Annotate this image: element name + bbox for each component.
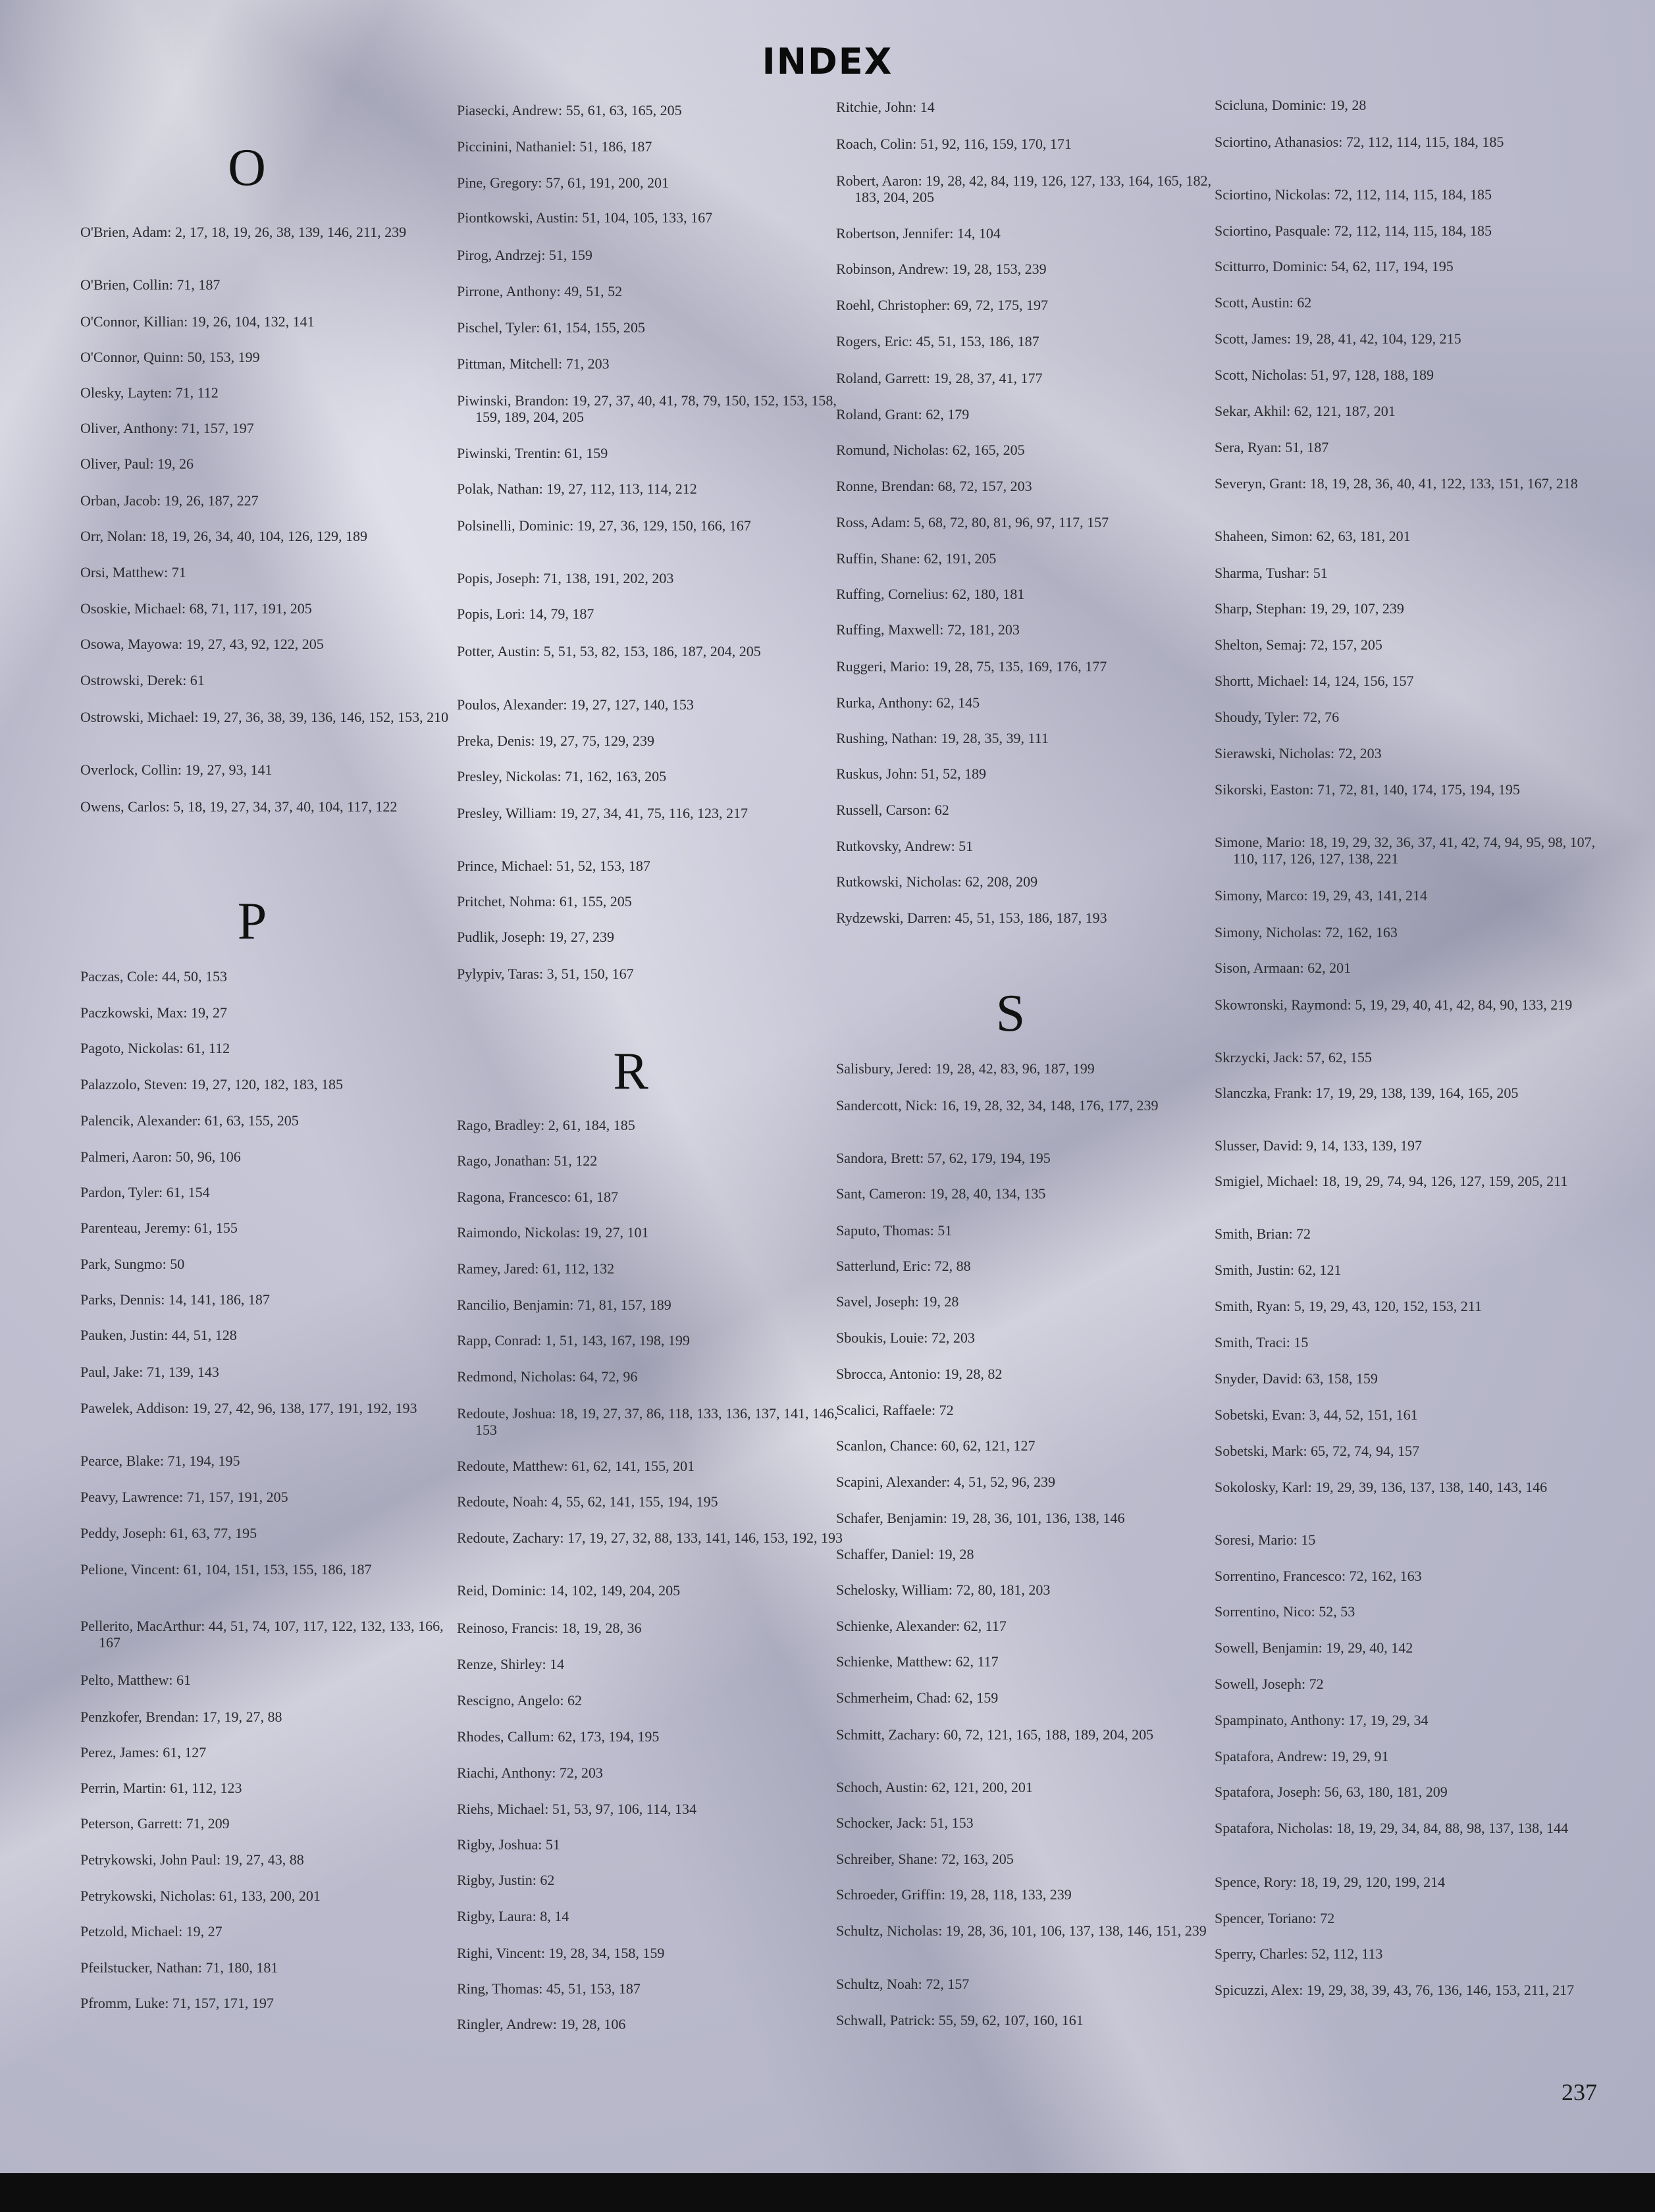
index-entry: Peddy, Joseph: 61, 63, 77, 195 <box>80 1525 257 1541</box>
index-entry: Parks, Dennis: 14, 141, 186, 187 <box>80 1291 270 1308</box>
index-entry: Oliver, Anthony: 71, 157, 197 <box>80 420 254 436</box>
index-entry: Renze, Shirley: 14 <box>457 1656 565 1672</box>
index-entry: Pelione, Vincent: 61, 104, 151, 153, 155, 186, 187 <box>80 1561 372 1578</box>
index-entry: Shoudy, Tyler: 72, 76 <box>1215 709 1340 725</box>
index-entry: Pine, Gregory: 57, 61, 191, 200, 201 <box>457 174 670 191</box>
index-entry: Pritchet, Nohma: 61, 155, 205 <box>457 893 632 910</box>
index-entry: Schoch, Austin: 62, 121, 200, 201 <box>836 1779 1033 1795</box>
index-entry: Sekar, Akhil: 62, 121, 187, 201 <box>1215 403 1396 419</box>
index-entry: Popis, Lori: 14, 79, 187 <box>457 605 594 622</box>
index-entry: Pittman, Mitchell: 71, 203 <box>457 355 610 372</box>
index-entry: Presley, Nickolas: 71, 162, 163, 205 <box>457 768 667 784</box>
index-entry: Reid, Dominic: 14, 102, 149, 204, 205 <box>457 1582 681 1599</box>
index-entry: Smith, Traci: 15 <box>1215 1334 1309 1350</box>
index-entry: Potter, Austin: 5, 51, 53, 82, 153, 186, 187, 204, 205 <box>457 643 761 659</box>
index-entry: Pagoto, Nickolas: 61, 112 <box>80 1040 230 1056</box>
index-entry: Robertson, Jennifer: 14, 104 <box>836 225 1001 242</box>
index-entry: Ostrowski, Derek: 61 <box>80 672 205 688</box>
index-entry: Roach, Colin: 51, 92, 116, 159, 170, 171 <box>836 136 1072 152</box>
index-entry: Ruggeri, Mario: 19, 28, 75, 135, 169, 176, 177 <box>836 658 1107 675</box>
index-entry: Rago, Bradley: 2, 61, 184, 185 <box>457 1117 635 1133</box>
index-entry: Severyn, Grant: 18, 19, 28, 36, 40, 41, 122, 133, 151, 167, 218 <box>1215 475 1578 492</box>
index-entry: Reinoso, Francis: 18, 19, 28, 36 <box>457 1620 642 1636</box>
index-entry: Sharp, Stephan: 19, 29, 107, 239 <box>1215 600 1404 617</box>
index-entry: Roehl, Christopher: 69, 72, 175, 197 <box>836 297 1049 313</box>
index-entry: Rapp, Conrad: 1, 51, 143, 167, 198, 199 <box>457 1332 690 1349</box>
index-entry: Spatafora, Andrew: 19, 29, 91 <box>1215 1748 1389 1764</box>
index-entry: Spence, Rory: 18, 19, 29, 120, 199, 214 <box>1215 1874 1446 1890</box>
index-entry: Preka, Denis: 19, 27, 75, 129, 239 <box>457 733 655 749</box>
index-entry: Slusser, David: 9, 14, 133, 139, 197 <box>1215 1137 1423 1154</box>
index-entry: Ruffing, Cornelius: 62, 180, 181 <box>836 586 1025 602</box>
index-entry: Roland, Garrett: 19, 28, 37, 41, 177 <box>836 370 1043 386</box>
index-entry: Peavy, Lawrence: 71, 157, 191, 205 <box>80 1489 288 1505</box>
index-entry: Robinson, Andrew: 19, 28, 153, 239 <box>836 261 1047 277</box>
section-letter-r: R <box>613 1042 648 1100</box>
index-entry: Presley, William: 19, 27, 34, 41, 75, 116, 123, 217 <box>457 805 748 821</box>
index-entry: Piontkowski, Austin: 51, 104, 105, 133, 167 <box>457 209 713 226</box>
index-entry: Schreiber, Shane: 72, 163, 205 <box>836 1851 1014 1867</box>
index-entry: Ragona, Francesco: 61, 187 <box>457 1189 618 1205</box>
index-entry: Schwall, Patrick: 55, 59, 62, 107, 160, 161 <box>836 2012 1084 2028</box>
index-entry: Rigby, Justin: 62 <box>457 1872 555 1888</box>
index-entry: Rigby, Joshua: 51 <box>457 1836 560 1853</box>
index-entry: Scott, Nicholas: 51, 97, 128, 188, 189 <box>1215 367 1434 383</box>
index-entry: Sandercott, Nick: 16, 19, 28, 32, 34, 148, 176, 177, 239 <box>836 1097 1159 1114</box>
index-entry: Sant, Cameron: 19, 28, 40, 134, 135 <box>836 1185 1046 1202</box>
index-entry: Ostrowski, Michael: 19, 27, 36, 38, 39, 136, 146, 152, 153, 210 <box>80 709 449 725</box>
index-entry: Shelton, Semaj: 72, 157, 205 <box>1215 636 1382 653</box>
index-entry: Piccinini, Nathaniel: 51, 186, 187 <box>457 138 652 155</box>
index-entry: Ososkie, Michael: 68, 71, 117, 191, 205 <box>80 600 312 617</box>
index-entry: Pfeilstucker, Nathan: 71, 180, 181 <box>80 1959 278 1976</box>
index-entry: Rescigno, Angelo: 62 <box>457 1692 583 1709</box>
index-entry: Rancilio, Benjamin: 71, 81, 157, 189 <box>457 1297 671 1313</box>
index-entry: Russell, Carson: 62 <box>836 802 949 818</box>
index-entry: Oliver, Paul: 19, 26 <box>80 455 194 472</box>
index-entry: Sorrentino, Nico: 52, 53 <box>1215 1603 1355 1620</box>
index-entry: Sokolosky, Karl: 19, 29, 39, 136, 137, 138, 140, 143, 146 <box>1215 1479 1548 1495</box>
index-entry: Spampinato, Anthony: 17, 19, 29, 34 <box>1215 1712 1429 1728</box>
index-entry: Scanlon, Chance: 60, 62, 121, 127 <box>836 1437 1036 1454</box>
index-entry: Roland, Grant: 62, 179 <box>836 406 970 423</box>
index-entry: Scalici, Raffaele: 72 <box>836 1402 954 1418</box>
index-entry: O'Brien, Adam: 2, 17, 18, 19, 26, 38, 139, 146, 211, 239 <box>80 224 407 240</box>
index-entry: Ruffing, Maxwell: 72, 181, 203 <box>836 621 1020 638</box>
index-entry: Skowronski, Raymond: 5, 19, 29, 40, 41, 42, 84, 90, 133, 219 <box>1215 996 1573 1013</box>
index-entry: Perez, James: 61, 127 <box>80 1744 207 1761</box>
index-entry: Pfromm, Luke: 71, 157, 171, 197 <box>80 1995 274 2011</box>
index-entry: Orban, Jacob: 19, 26, 187, 227 <box>80 492 259 509</box>
index-entry: Salisbury, Jered: 19, 28, 42, 83, 96, 187, 199 <box>836 1060 1095 1077</box>
index-entry: Schelosky, William: 72, 80, 181, 203 <box>836 1582 1051 1598</box>
index-entry: Peterson, Garrett: 71, 209 <box>80 1815 230 1832</box>
index-entry: Perrin, Martin: 61, 112, 123 <box>80 1780 242 1796</box>
index-entry: Rushing, Nathan: 19, 28, 35, 39, 111 <box>836 730 1049 746</box>
index-entry: Pylypiv, Taras: 3, 51, 150, 167 <box>457 965 634 982</box>
index-entry: Sciortino, Athanasios: 72, 112, 114, 115, 184, 185 <box>1215 134 1504 150</box>
index-entry: Paczkowski, Max: 19, 27 <box>80 1004 228 1021</box>
index-entry: Sharma, Tushar: 51 <box>1215 565 1328 581</box>
page-number: 237 <box>1562 2079 1597 2105</box>
index-entry: Rutkowski, Nicholas: 62, 208, 209 <box>836 873 1038 890</box>
index-entry: Skrzycki, Jack: 57, 62, 155 <box>1215 1049 1372 1066</box>
index-entry: Piwinski, Brandon: 19, 27, 37, 40, 41, 78, 79, 150, 152, 153, 158, 159, 189, 204, 205 <box>457 392 837 425</box>
index-entry: Olesky, Layten: 71, 112 <box>80 384 219 401</box>
index-entry: Sorrentino, Francesco: 72, 162, 163 <box>1215 1568 1422 1584</box>
index-entry: Sandora, Brett: 57, 62, 179, 194, 195 <box>836 1150 1051 1166</box>
index-entry: Sperry, Charles: 52, 112, 113 <box>1215 1945 1383 1962</box>
index-entry: Ronne, Brendan: 68, 72, 157, 203 <box>836 478 1032 494</box>
index-entry: Piwinski, Trentin: 61, 159 <box>457 445 608 461</box>
index-entry: Rydzewski, Darren: 45, 51, 153, 186, 187, 193 <box>836 910 1107 926</box>
index-entry: Savel, Joseph: 19, 28 <box>836 1293 959 1310</box>
index-entry: Pirog, Andrzej: 51, 159 <box>457 247 592 263</box>
index-entry: Petrykowski, Nicholas: 61, 133, 200, 201 <box>80 1888 321 1904</box>
section-letter-p: P <box>237 892 267 950</box>
index-entry: Pardon, Tyler: 61, 154 <box>80 1184 210 1200</box>
index-entry: Simony, Marco: 19, 29, 43, 141, 214 <box>1215 887 1428 904</box>
index-entry: Schienke, Matthew: 62, 117 <box>836 1653 999 1670</box>
index-entry: Sciortino, Nickolas: 72, 112, 114, 115, 184, 185 <box>1215 186 1492 203</box>
index-entry: Palmeri, Aaron: 50, 96, 106 <box>80 1148 241 1165</box>
index-entry: Sierawski, Nicholas: 72, 203 <box>1215 745 1382 761</box>
index-entry: Sowell, Benjamin: 19, 29, 40, 142 <box>1215 1639 1413 1656</box>
index-entry: Schienke, Alexander: 62, 117 <box>836 1618 1007 1634</box>
index-entry: Smith, Brian: 72 <box>1215 1225 1311 1242</box>
section-letter-s: S <box>995 985 1026 1042</box>
index-entry: Polsinelli, Dominic: 19, 27, 36, 129, 150, 166, 167 <box>457 517 751 534</box>
index-entry: Prince, Michael: 51, 52, 153, 187 <box>457 858 650 874</box>
index-entry: Orsi, Matthew: 71 <box>80 564 186 580</box>
index-entry: Riachi, Anthony: 72, 203 <box>457 1764 603 1781</box>
index-entry: Sciortino, Pasquale: 72, 112, 114, 115, 184, 185 <box>1215 222 1492 239</box>
index-entry: Shortt, Michael: 14, 124, 156, 157 <box>1215 673 1414 689</box>
index-entry: Pudlik, Joseph: 19, 27, 239 <box>457 929 614 945</box>
index-entry: Pearce, Blake: 71, 194, 195 <box>80 1453 240 1469</box>
index-entry: Scicluna, Dominic: 19, 28 <box>1215 97 1367 113</box>
index-entry: Parenteau, Jeremy: 61, 155 <box>80 1220 238 1236</box>
index-entry: Righi, Vincent: 19, 28, 34, 158, 159 <box>457 1945 665 1961</box>
index-entry: Petrykowski, John Paul: 19, 27, 43, 88 <box>80 1851 304 1868</box>
index-entry: O'Brien, Collin: 71, 187 <box>80 276 221 293</box>
index-entry: Sikorski, Easton: 71, 72, 81, 140, 174, 175, 194, 195 <box>1215 781 1520 798</box>
index-entry: Schafer, Benjamin: 19, 28, 36, 101, 136, 138, 146 <box>836 1510 1125 1526</box>
index-entry: Polak, Nathan: 19, 27, 112, 113, 114, 212 <box>457 480 697 497</box>
index-entry: Penzkofer, Brendan: 17, 19, 27, 88 <box>80 1709 282 1725</box>
index-entry: Scott, Austin: 62 <box>1215 294 1312 311</box>
index-entry: Pelto, Matthew: 61 <box>80 1672 192 1688</box>
index-entry: O'Connor, Killian: 19, 26, 104, 132, 141 <box>80 313 315 330</box>
index-entry: Rogers, Eric: 45, 51, 153, 186, 187 <box>836 333 1039 349</box>
index-entry: Snyder, David: 63, 158, 159 <box>1215 1370 1378 1387</box>
index-entry: Pawelek, Addison: 19, 27, 42, 96, 138, 177, 191, 192, 193 <box>80 1400 417 1416</box>
index-entry: Rhodes, Callum: 62, 173, 194, 195 <box>457 1728 660 1745</box>
index-entry: Schmitt, Zachary: 60, 72, 121, 165, 188, 189, 204, 205 <box>836 1726 1154 1743</box>
index-entry: Poulos, Alexander: 19, 27, 127, 140, 153 <box>457 696 694 713</box>
index-entry: Scapini, Alexander: 4, 51, 52, 96, 239 <box>836 1474 1056 1490</box>
index-entry: Sison, Armaan: 62, 201 <box>1215 960 1352 976</box>
index-entry: Sobetski, Mark: 65, 72, 74, 94, 157 <box>1215 1443 1420 1459</box>
index-entry: Schultz, Nicholas: 19, 28, 36, 101, 106, 137, 138, 146, 151, 239 <box>836 1922 1207 1939</box>
index-entry: Pischel, Tyler: 61, 154, 155, 205 <box>457 319 645 336</box>
index-entry: Schroeder, Griffin: 19, 28, 118, 133, 239 <box>836 1886 1072 1903</box>
index-entry: Ritchie, John: 14 <box>836 99 935 115</box>
index-entry: Redoute, Matthew: 61, 62, 141, 155, 201 <box>457 1458 695 1474</box>
index-entry: Robert, Aaron: 19, 28, 42, 84, 119, 126, 127, 133, 164, 165, 182, 183, 204, 205 <box>836 172 1211 205</box>
index-entry: Orr, Nolan: 18, 19, 26, 34, 40, 104, 126, 129, 189 <box>80 528 368 544</box>
index-entry: Pellerito, MacArthur: 44, 51, 74, 107, 117, 122, 132, 133, 166, 167 <box>80 1618 444 1651</box>
index-entry: Redoute, Zachary: 17, 19, 27, 32, 88, 133, 141, 146, 153, 192, 193 <box>457 1530 843 1546</box>
index-entry: Palencik, Alexander: 61, 63, 155, 205 <box>80 1112 299 1129</box>
index-entry: Ruskus, John: 51, 52, 189 <box>836 765 986 782</box>
index-entry: Ringler, Andrew: 19, 28, 106 <box>457 2016 626 2032</box>
index-entry: Park, Sungmo: 50 <box>80 1256 185 1272</box>
section-letter-o: O <box>228 139 266 197</box>
index-entry: Ring, Thomas: 45, 51, 153, 187 <box>457 1980 641 1997</box>
index-entry: Spatafora, Nicholas: 18, 19, 29, 34, 84, 88, 98, 137, 138, 144 <box>1215 1820 1569 1836</box>
index-entry: Schmerheim, Chad: 62, 159 <box>836 1689 999 1706</box>
index-entry: Shaheen, Simon: 62, 63, 181, 201 <box>1215 528 1411 544</box>
index-entry: Petzold, Michael: 19, 27 <box>80 1923 223 1940</box>
index-entry: Sera, Ryan: 51, 187 <box>1215 439 1329 455</box>
index-entry: Rigby, Laura: 8, 14 <box>457 1908 569 1924</box>
index-entry: O'Connor, Quinn: 50, 153, 199 <box>80 349 260 365</box>
index-entry: Redoute, Noah: 4, 55, 62, 141, 155, 194, 195 <box>457 1493 718 1510</box>
index-entry: Sboukis, Louie: 72, 203 <box>836 1329 975 1346</box>
index-entry: Slanczka, Frank: 17, 19, 29, 138, 139, 164, 165, 205 <box>1215 1085 1519 1101</box>
index-entry: Owens, Carlos: 5, 18, 19, 27, 34, 37, 40, 104, 117, 122 <box>80 798 398 815</box>
index-entry: Rurka, Anthony: 62, 145 <box>836 694 980 711</box>
index-entry: Saputo, Thomas: 51 <box>836 1222 953 1239</box>
index-entry: Redmond, Nicholas: 64, 72, 96 <box>457 1368 638 1385</box>
index-entry: Rago, Jonathan: 51, 122 <box>457 1152 598 1169</box>
index-entry: Schocker, Jack: 51, 153 <box>836 1814 974 1831</box>
index-entry: Spencer, Toriano: 72 <box>1215 1910 1335 1926</box>
index-entry: Overlock, Collin: 19, 27, 93, 141 <box>80 761 273 778</box>
index-entry: Riehs, Michael: 51, 53, 97, 106, 114, 134 <box>457 1801 696 1817</box>
index-entry: Ross, Adam: 5, 68, 72, 80, 81, 96, 97, 117, 157 <box>836 514 1109 530</box>
index-entry: Smith, Ryan: 5, 19, 29, 43, 120, 152, 153, 211 <box>1215 1298 1482 1314</box>
page-title: INDEX <box>762 41 893 82</box>
index-entry: Palazzolo, Steven: 19, 27, 120, 182, 183, 185 <box>80 1076 344 1093</box>
index-entry: Popis, Joseph: 71, 138, 191, 202, 203 <box>457 570 674 586</box>
index-entry: Smigiel, Michael: 18, 19, 29, 74, 94, 126, 127, 159, 205, 211 <box>1215 1173 1568 1189</box>
index-entry: Spatafora, Joseph: 56, 63, 180, 181, 209 <box>1215 1784 1448 1800</box>
index-entry: Rutkovsky, Andrew: 51 <box>836 838 974 854</box>
index-entry: Schaffer, Daniel: 19, 28 <box>836 1546 974 1562</box>
index-entry: Smith, Justin: 62, 121 <box>1215 1262 1342 1278</box>
index-entry: Redoute, Joshua: 18, 19, 27, 37, 86, 118, 133, 136, 137, 141, 146, 153 <box>457 1405 838 1438</box>
index-entry: Simony, Nicholas: 72, 162, 163 <box>1215 924 1398 940</box>
index-entry: Pirrone, Anthony: 49, 51, 52 <box>457 283 623 299</box>
index-entry: Scitturro, Dominic: 54, 62, 117, 194, 195 <box>1215 258 1454 274</box>
index-entry: Osowa, Mayowa: 19, 27, 43, 92, 122, 205 <box>80 636 324 652</box>
index-entry: Schultz, Noah: 72, 157 <box>836 1976 970 1992</box>
index-entry: Sobetski, Evan: 3, 44, 52, 151, 161 <box>1215 1406 1418 1423</box>
index-entry: Sowell, Joseph: 72 <box>1215 1676 1324 1692</box>
index-entry: Ramey, Jared: 61, 112, 132 <box>457 1260 615 1277</box>
index-entry: Ruffin, Shane: 62, 191, 205 <box>836 550 997 567</box>
index-entry: Paul, Jake: 71, 139, 143 <box>80 1364 219 1380</box>
index-entry: Satterlund, Eric: 72, 88 <box>836 1258 971 1274</box>
index-entry: Scott, James: 19, 28, 41, 42, 104, 129, 215 <box>1215 330 1461 347</box>
index-entry: Paczas, Cole: 44, 50, 153 <box>80 968 228 985</box>
index-entry: Pauken, Justin: 44, 51, 128 <box>80 1327 237 1343</box>
index-entry: Raimondo, Nickolas: 19, 27, 101 <box>457 1224 649 1241</box>
index-entry: Spicuzzi, Alex: 19, 29, 38, 39, 43, 76, 136, 146, 153, 211, 217 <box>1215 1982 1575 1998</box>
index-entry: Sbrocca, Antonio: 19, 28, 82 <box>836 1366 1003 1382</box>
index-entry: Piasecki, Andrew: 55, 61, 63, 165, 205 <box>457 102 682 118</box>
index-entry: Romund, Nicholas: 62, 165, 205 <box>836 442 1025 458</box>
index-entry: Soresi, Mario: 15 <box>1215 1531 1316 1548</box>
index-entry: Simone, Mario: 18, 19, 29, 32, 36, 37, 41, 42, 74, 94, 95, 98, 107, 110, 117, 126, 127, 138, 221 <box>1215 834 1596 867</box>
